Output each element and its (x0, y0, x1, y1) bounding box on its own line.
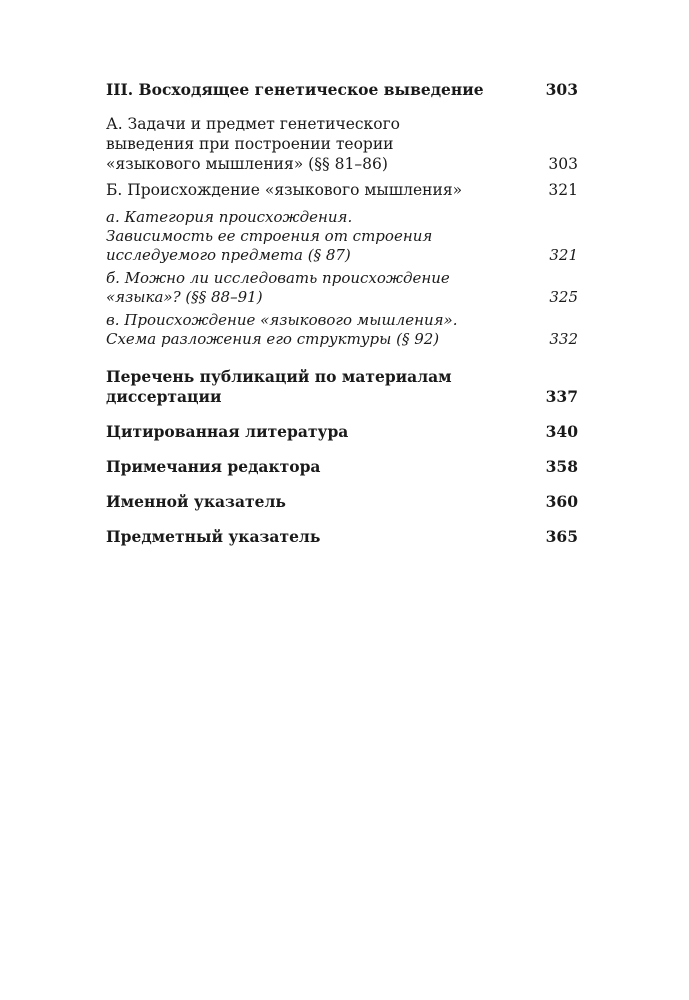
toc-entry-page: 365 (545, 527, 578, 546)
toc-entry-name-index[interactable] (106, 492, 578, 512)
toc-entry-line: Схема разложения его структуры (§ 92) (106, 330, 440, 348)
toc-entry-page: 321 (548, 181, 578, 199)
toc-entry-section-3[interactable] (106, 80, 578, 100)
toc-entry-item-v[interactable] (106, 311, 578, 349)
toc-entry-line: выведения при построении теории (106, 135, 394, 153)
toc-entry-publications[interactable] (106, 367, 578, 407)
toc-entry-page: 303 (545, 80, 578, 99)
toc-entry-title: Б. Происхождение «языкового мышления» (106, 181, 463, 199)
toc-entry-line: б. Можно ли исследовать происхождение (106, 269, 450, 287)
toc-entry-line: «языкового мышления» (§§ 81–86) (106, 155, 388, 173)
toc-entry-title: Именной указатель (106, 492, 286, 511)
toc-entry-line: «языка»? (§§ 88–91) (106, 288, 263, 306)
toc-entry-title: Предметный указатель (106, 527, 321, 546)
toc-entry-title (106, 311, 549, 349)
toc-entry-literature[interactable] (106, 422, 578, 442)
toc-entry-line: исследуемого предмета (§ 87) (106, 246, 351, 264)
toc-entry-title (106, 269, 549, 307)
toc-entry-title: III. Восходящее генетическое выведение (106, 80, 484, 99)
toc-entry-page: 325 (549, 288, 578, 306)
toc-entry-title: Примечания редактора (106, 457, 321, 476)
toc-entry-subject-index[interactable] (106, 527, 578, 547)
toc-entry-line: в. Происхождение «языкового мышления». (106, 311, 458, 329)
toc-entry-title: Цитированная литература (106, 422, 349, 441)
toc-entry-page: 303 (548, 155, 578, 173)
toc-entry-item-a[interactable] (106, 208, 578, 265)
toc-entry-item-b[interactable] (106, 269, 578, 307)
toc-entry-title: Перечень публикаций по материалам диссертации (106, 367, 452, 406)
toc-entry-editor-notes[interactable] (106, 457, 578, 477)
toc-entry-page: 358 (545, 457, 578, 476)
toc-entry-title (106, 208, 549, 265)
toc-entry-line: Зависимость ее строения от строения (106, 227, 433, 245)
toc-entry-page: 332 (549, 330, 578, 348)
toc-entry-page: 360 (545, 492, 578, 511)
toc-entry-line: А. Задачи и предмет генетического (106, 115, 401, 133)
toc-entry-subsection-b[interactable] (106, 180, 578, 200)
toc-entry-page: 337 (545, 387, 578, 406)
toc-entry-subsection-a[interactable] (106, 114, 578, 174)
toc-entry-title (106, 114, 548, 174)
table-of-contents (106, 80, 578, 547)
toc-entry-page: 321 (549, 246, 578, 264)
toc-entry-line: а. Категория происхождения. (106, 208, 353, 226)
toc-entry-page: 340 (545, 422, 578, 441)
